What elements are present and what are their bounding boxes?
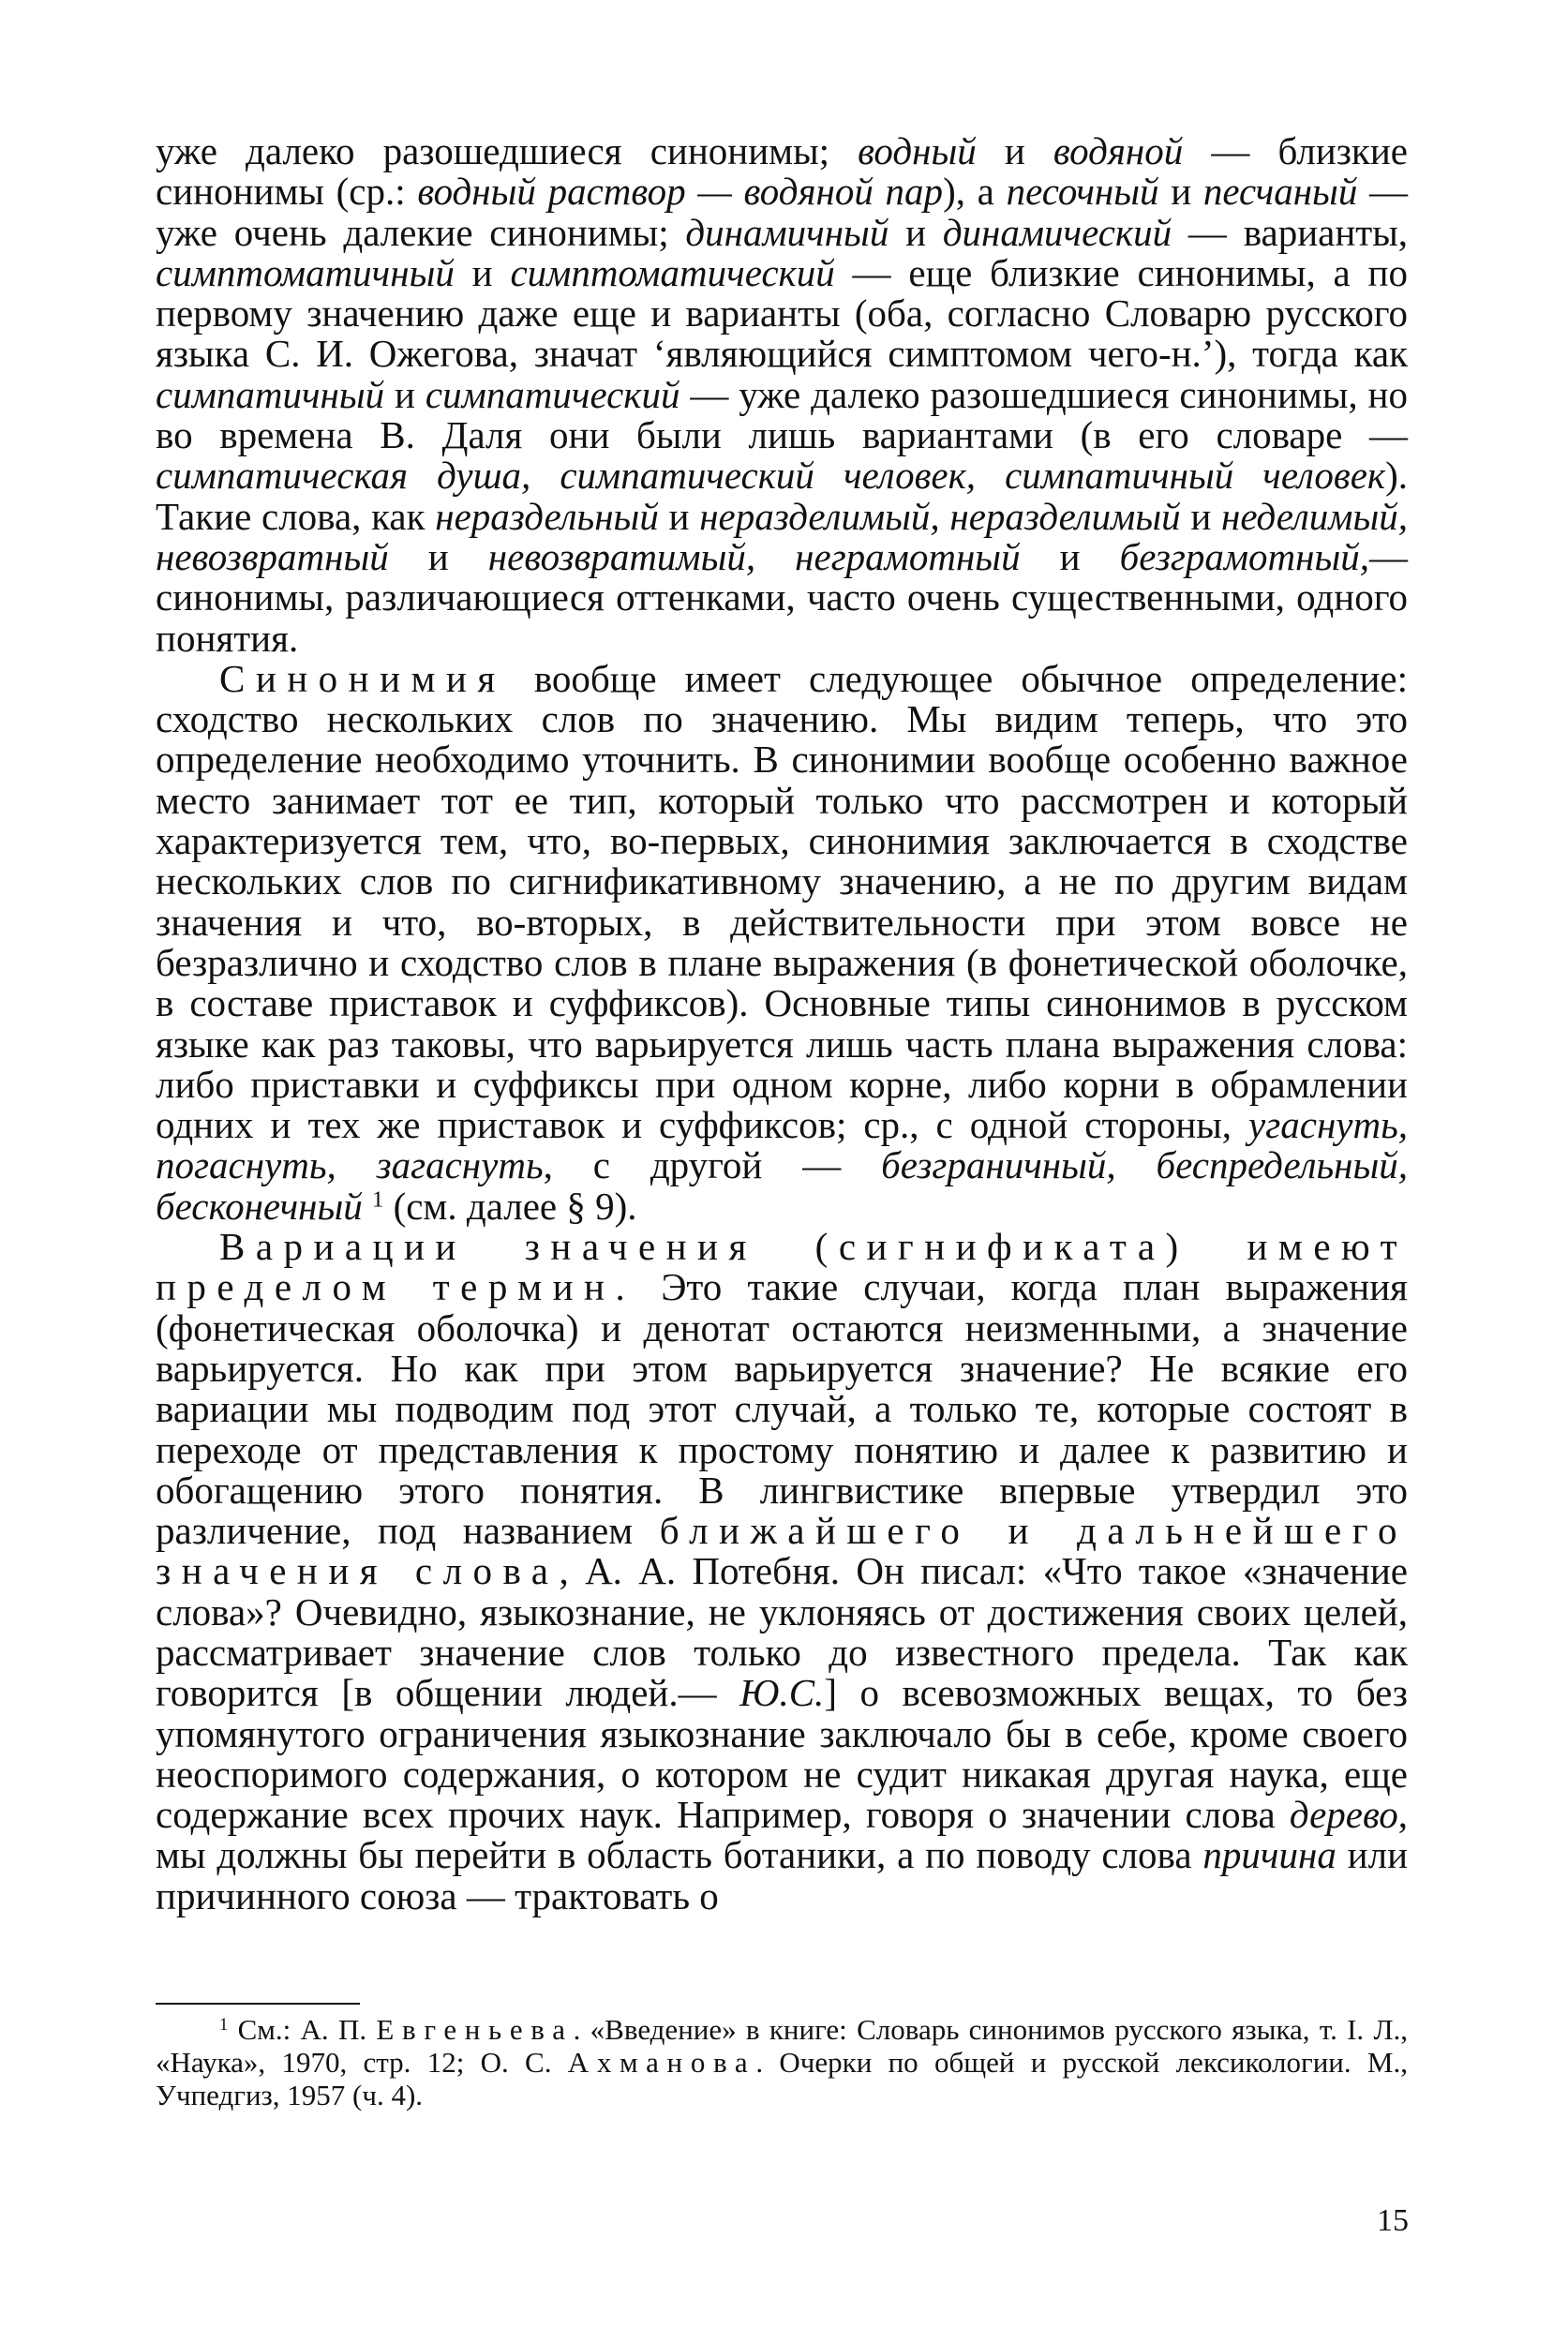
text-run: Это такие случаи, когда план выражения (фонетическая оболочка) и денотат остаются неизменными, а значение варьируется. Но как при этом варьируется значение? Не всякие его вариации мы подводим под этот случай, а только те, которые состоят в переходе от представления к простому понятию и далее к развитию и обогащению этого понятия. В лингвистике впервые утвердил это различение, под названием bbox=[156, 1265, 1408, 1553]
italic-term: симпатическая душа, симпатический человек, симпатичный человек bbox=[156, 454, 1386, 498]
footnote-1 bbox=[156, 2013, 1408, 2111]
italic-term: водяной bbox=[1053, 129, 1184, 172]
italic-term: угаснуть, погаснуть, загаснуть bbox=[156, 1103, 1408, 1187]
text-run: ), а bbox=[943, 170, 1007, 214]
italic-term: безграничный, беспредельный, бесконечный bbox=[156, 1143, 1408, 1228]
text-run: вообще имеет следующее обычное определение: сходство нескольких слов по значению. Мы видим теперь, что это определение необходимо уточнить. В синонимии вообще особенно важное место занимает тот ее тип, который только что рассмотрен и который характеризуется тем, что, во-первых, синонимия заключается в сходстве нескольких слов по сигнификативному значению, а не по другим видам значения и что, во-вторых, в действительности при этом вовсе не безразлично и сходство слов в плане выражения (в фонетической оболочке, в составе приставок и суффиксов). Основные типы синонимов в русском языке как раз таковы, что варьируется лишь часть плана выражения слова: либо приставки и суффиксы при одном корне, либо корни в обрамлении одних и тех же приставок и суффиксов; ср., с одной стороны, bbox=[156, 656, 1408, 1147]
text-run: и bbox=[388, 534, 488, 578]
paragraph-2 bbox=[156, 656, 1408, 1228]
text-run: (см. далее § 9). bbox=[383, 1184, 637, 1228]
text-run: и bbox=[454, 250, 511, 294]
text-run: ). Такие слова, как bbox=[156, 454, 1408, 538]
italic-term: Ю.С. bbox=[739, 1671, 825, 1715]
italic-term: неделимый, невозвратный bbox=[156, 494, 1408, 578]
italic-term: невозвратимый, неграмотный bbox=[487, 534, 1021, 578]
spaced-emphasis: ближайшего и дальнейшего значения слова bbox=[156, 1509, 1408, 1593]
text-run: ] о всевозможных вещах, то без упомянутого ограничения языкознание заключало бы в себе, кроме своего неоспоримого содержания, о котором не судит никакая другая наука, еще содержание всех прочих наук. Например, говоря о значении слова bbox=[156, 1671, 1408, 1837]
text-run: — варианты, bbox=[1172, 210, 1409, 254]
italic-term: причина bbox=[1202, 1833, 1337, 1877]
text-run: уже далеко разошедшиеся синонимы; bbox=[156, 129, 859, 172]
italic-term: динамичный bbox=[685, 210, 889, 254]
paragraph-3 bbox=[156, 1227, 1408, 1917]
italic-term: дерево bbox=[1289, 1793, 1398, 1837]
footnotes bbox=[156, 2013, 1408, 2111]
italic-term: симптоматичный bbox=[156, 250, 455, 294]
text-run: и bbox=[1180, 494, 1221, 538]
italic-term: симптоматический bbox=[510, 250, 835, 294]
text-run: , мы должны бы перейти в область ботаники, а по поводу слова bbox=[156, 1793, 1408, 1877]
italic-term: симпатический bbox=[425, 372, 680, 416]
italic-term: динамический bbox=[942, 210, 1172, 254]
spaced-emphasis: Вариации значения (сигнификата) имеют пределом термин. bbox=[156, 1225, 1408, 1309]
text-run: . «Введение» в книге: Словарь синонимов русского языка, т. I. Л., «Наука», 1970, стр. 12; О. С. bbox=[156, 2013, 1408, 2079]
text-run: , с другой — bbox=[543, 1143, 882, 1187]
spaced-emphasis: Евгеньева bbox=[376, 2013, 574, 2046]
text-run: и bbox=[976, 129, 1053, 172]
spaced-emphasis: Ахманова bbox=[567, 2046, 756, 2079]
italic-term: водный bbox=[858, 129, 977, 172]
body-text bbox=[156, 131, 1408, 1917]
text-run: и bbox=[1158, 170, 1203, 214]
footnote-rule bbox=[156, 2003, 360, 2005]
text-run: — близкие синонимы (ср.: bbox=[156, 129, 1408, 214]
footnote-marker: 1 bbox=[372, 1186, 384, 1213]
italic-term: безграмотный, bbox=[1119, 534, 1369, 578]
italic-term: песочный bbox=[1006, 170, 1159, 214]
italic-term: симпатичный bbox=[156, 372, 385, 416]
text-run: или причинного союза — трактовать о bbox=[156, 1833, 1409, 1917]
footnote-marker: 1 bbox=[219, 2014, 229, 2035]
italic-term: водный раствор — водяной пар bbox=[417, 170, 944, 214]
text-run: и bbox=[658, 494, 700, 538]
paragraph-1 bbox=[156, 131, 1408, 659]
text-run: — уже далеко разошедшиеся синонимы, но во времена В. Даля они были лишь вариантами (в его словаре — bbox=[156, 372, 1408, 457]
text-run: , А. А. Потебня. Он писал: «Что такое «значение слова»? Очевидно, языкознание, не уклоняясь от достижения своих целей, рассматривает значение слов только до известного предела. Так как говорится [в общении людей.— bbox=[156, 1549, 1408, 1715]
text-run: и bbox=[889, 210, 943, 254]
spaced-emphasis: Синонимия bbox=[219, 656, 506, 700]
page-number: 15 bbox=[1377, 2203, 1409, 2238]
text-run: . Очерки по общей и русской лексикологии. М., Учпедгиз, 1957 (ч. 4). bbox=[156, 2046, 1408, 2111]
text-run: и bbox=[1020, 534, 1120, 578]
italic-term: песчаный bbox=[1202, 170, 1358, 214]
text-run bbox=[363, 1185, 372, 1228]
text-run: и bbox=[384, 372, 426, 416]
text-run: См.: А. П. bbox=[228, 2013, 377, 2046]
text-run: — синонимы, различающиеся оттенками, часто очень существенными, одного понятия. bbox=[156, 534, 1408, 660]
italic-term: нераздельный bbox=[435, 494, 659, 538]
italic-term: неразделимый, неразделимый bbox=[699, 494, 1181, 538]
text-run: — еще близкие синонимы, а по первому значению даже еще и варианты (оба, согласно Словарю русского языка С. И. Ожегова, значат ‘являющийся симптомом чего-н.’), тогда как bbox=[156, 250, 1408, 376]
text-run: — уже очень далекие синонимы; bbox=[156, 170, 1409, 254]
